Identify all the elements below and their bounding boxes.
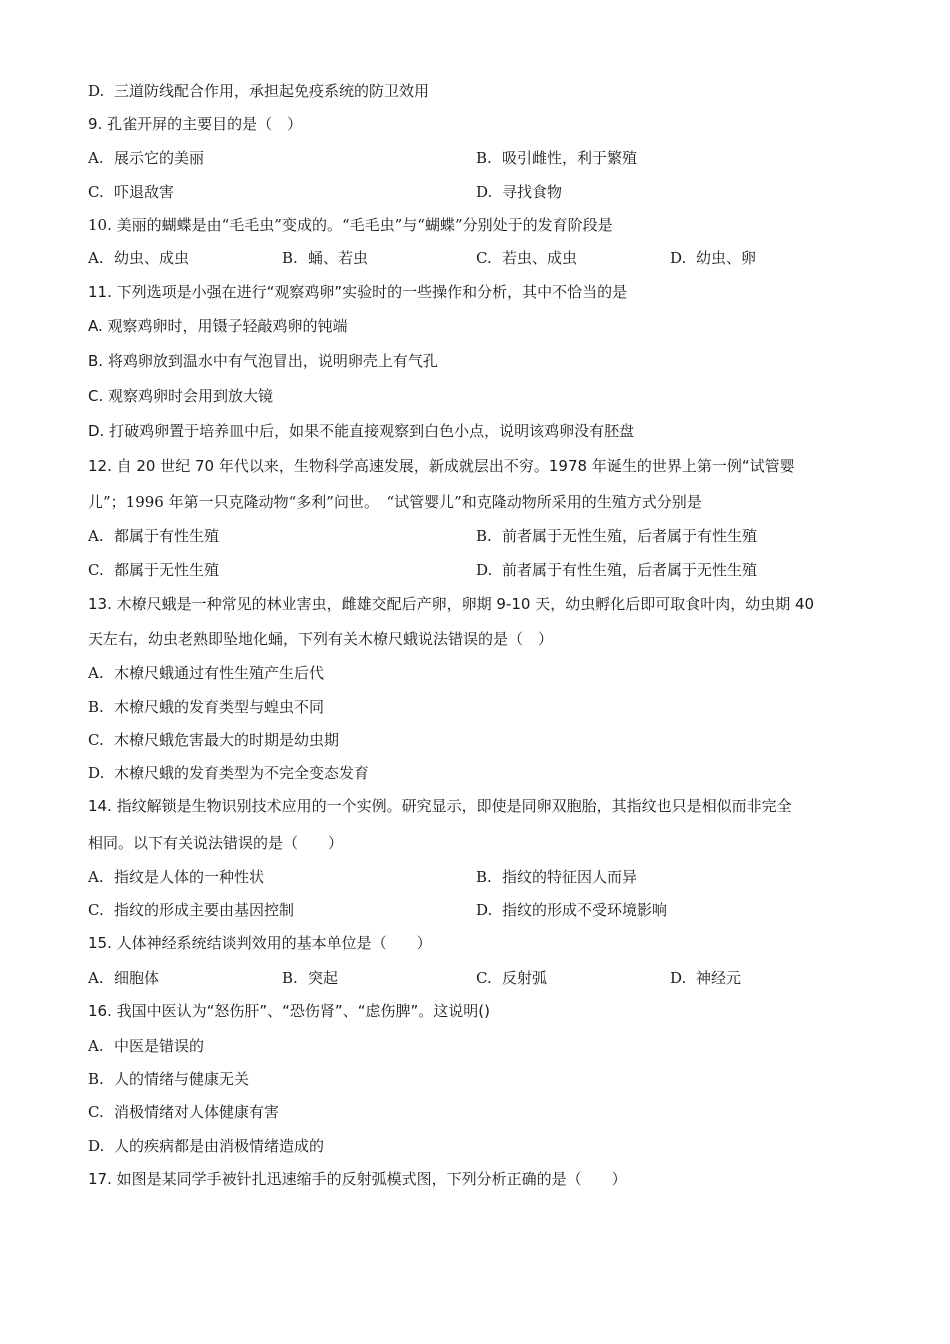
- q17-stem: 17. 如图是某同学手被针扎迅速缩手的反射弧模式图，下列分析正确的是（ ）: [88, 1170, 627, 1188]
- q12-stem-line2: 儿”；1996 年第一只克隆动物“多利”问世。 “试管婴儿”和克隆动物所采用的生殖方式分别是: [88, 493, 702, 511]
- q10-stem: 10. 美丽的蝴蝶是由“毛毛虫”变成的。“毛毛虫”与“蝴蝶”分别处于的发育阶段是: [88, 216, 613, 234]
- q12-option-d: D. 前者属于有性生殖，后者属于无性生殖: [476, 561, 758, 579]
- q11-option-a: A. 观察鸡卵时，用镊子轻敲鸡卵的钝端: [88, 317, 348, 335]
- q13-option-a: A. 木橑尺蛾通过有性生殖产生后代: [88, 664, 325, 682]
- q13-option-d: D. 木橑尺蛾的发育类型为不完全变态发育: [88, 764, 370, 782]
- q9-option-b: B. 吸引雌性，利于繁殖: [476, 149, 638, 167]
- q14-option-d: D. 指纹的形成不受环境影响: [476, 901, 668, 919]
- q16-option-c: C. 消极情绪对人体健康有害: [88, 1103, 280, 1121]
- q10-option-b: B. 蛹、若虫: [282, 249, 369, 267]
- q14-stem-line1: 14. 指纹解锁是生物识别技术应用的一个实例。研究显示，即使是同卵双胞胎，其指纹也只是相似而非完全: [88, 797, 792, 815]
- q10-option-d: D. 幼虫、卵: [670, 249, 757, 267]
- q16-option-b: B. 人的情绪与健康无关: [88, 1070, 250, 1088]
- q10-option-c: C. 若虫、成虫: [476, 249, 578, 267]
- q12-option-c: C. 都属于无性生殖: [88, 561, 220, 579]
- q15-option-a: A. 细胞体: [88, 969, 160, 987]
- q9-stem: 9. 孔雀开屏的主要目的是（ ）: [88, 115, 303, 133]
- q10-option-a: A. 幼虫、成虫: [88, 249, 190, 267]
- q13-option-b: B. 木橑尺蛾的发育类型与蝗虫不同: [88, 698, 325, 716]
- q15-option-d: D. 神经元: [670, 969, 742, 987]
- q11-stem: 11. 下列选项是小强在进行“观察鸡卵”实验时的一些操作和分析，其中不恰当的是: [88, 283, 628, 301]
- q13-stem-line2: 天左右，幼虫老熟即坠地化蛹，下列有关木橑尺蛾说法错误的是（ ）: [88, 630, 554, 648]
- option-text: 三道防线配合作用，承担起免疫系统的防卫效用: [114, 82, 430, 100]
- q13-stem-line1: 13. 木橑尺蛾是一种常见的林业害虫，雌雄交配后产卵，卵期 9-10 天，幼虫孵化后即可取食叶肉，幼虫期 40: [88, 595, 815, 613]
- q12-stem-line1: 12. 自 20 世纪 70 年代以来，生物科学高速发展，新成就层出不穷。1978 年诞生的世界上第一例“试管婴: [88, 457, 795, 475]
- q11-option-c: C. 观察鸡卵时会用到放大镜: [88, 387, 274, 405]
- q8-option-d: [88, 81, 890, 101]
- q15-stem: 15. 人体神经系统结谈判效用的基本单位是（ ）: [88, 934, 432, 952]
- q16-stem: 16. 我国中医认为“怒伤肝”、“恐伤肾”、“虑伤脾”。这说明(): [88, 1002, 490, 1020]
- q14-stem-line2: 相同。以下有关说法错误的是（ ）: [88, 834, 344, 852]
- q15-option-b: B. 突起: [282, 969, 339, 987]
- q11-option-d: D. 打破鸡卵置于培养皿中后，如果不能直接观察到白色小点，说明该鸡卵没有胚盘: [88, 422, 635, 440]
- q12-option-a: A. 都属于有性生殖: [88, 527, 220, 545]
- q9-option-c: C. 吓退敌害: [88, 183, 175, 201]
- q9-option-d: D. 寻找食物: [476, 183, 563, 201]
- q15-option-c: C. 反射弧: [476, 969, 548, 987]
- q14-option-b: B. 指纹的特征因人而异: [476, 868, 638, 886]
- q9-option-a: A. 展示它的美丽: [88, 149, 205, 167]
- q16-option-a: A. 中医是错误的: [88, 1037, 205, 1055]
- q11-option-b: B. 将鸡卵放到温水中有气泡冒出，说明卵壳上有气孔: [88, 352, 438, 370]
- q14-option-a: A. 指纹是人体的一种性状: [88, 868, 265, 886]
- q14-option-c: C. 指纹的形成主要由基因控制: [88, 901, 295, 919]
- option-label: D.: [88, 82, 105, 100]
- q13-option-c: C. 木橑尺蛾危害最大的时期是幼虫期: [88, 731, 340, 749]
- q16-option-d: D. 人的疾病都是由消极情绪造成的: [88, 1137, 325, 1155]
- q12-option-b: B. 前者属于无性生殖，后者属于有性生殖: [476, 527, 758, 545]
